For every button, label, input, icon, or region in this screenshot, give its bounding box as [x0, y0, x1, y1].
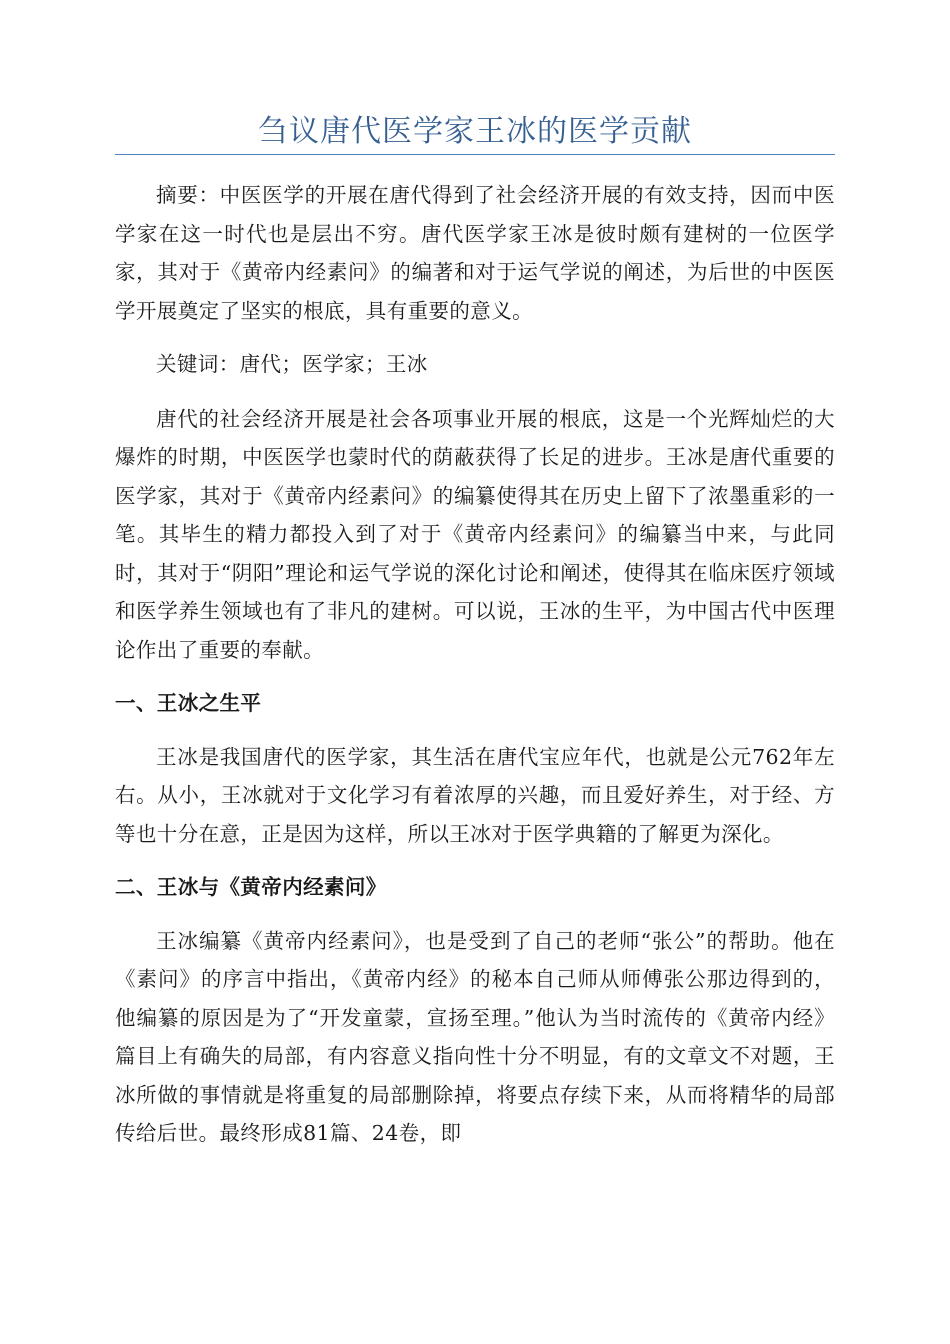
keywords-paragraph: 关键词：唐代；医学家；王冰	[156, 352, 428, 376]
title-underline	[115, 154, 835, 155]
section-heading-2: 二、王冰与《黄帝内经素问》	[115, 875, 387, 899]
abstract-paragraph: 摘要：中医医学的开展在唐代得到了社会经济开展的有效支持，因而中医学家在这一时代也是层出不穷。唐代医学家王冰是彼时颇有建树的一位医学家，其对于《黄帝内经素问》的编著和对于运气学说的阐述，为后世的中医医学开展奠定了坚实的根底，具有重要的意义。	[115, 183, 835, 323]
intro-paragraph: 唐代的社会经济开展是社会各项事业开展的根底，这是一个光辉灿烂的大爆炸的时期，中医医学也蒙时代的荫蔽获得了长足的进步。王冰是唐代重要的医学家，其对于《黄帝内经素问》的编纂使得其在历史上留下了浓墨重彩的一笔。其毕生的精力都投入到了对于《黄帝内经素问》的编纂当中来，与此同时，其对于“阴阳”理论和运气学说的深化讨论和阐述，使得其在临床医疗领域和医学养生领域也有了非凡的建树。可以说，王冰的生平，为中国古代中医理论作出了重要的奉献。	[115, 406, 835, 662]
document-body	[115, 176, 835, 1168]
section-2-paragraph: 王冰编纂《黄帝内经素问》，也是受到了自己的老师“张公”的帮助。他在《素问》的序言中指出，《黄帝内经》的秘本自己师从师傅张公那边得到的，他编纂的原因是为了“开发童蒙，宣扬至理。”他认为当时流传的《黄帝内经》篇目上有确失的局部，有内容意义指向性十分不明显，有的文章文不对题，王冰所做的事情就是将重复的局部删除掉，将要点存续下来，从而将精华的局部传给后世。最终形成81篇、24卷，即	[115, 928, 835, 1145]
section-1-paragraph: 王冰是我国唐代的医学家，其生活在唐代宝应年代，也就是公元762年左右。从小，王冰就对于文化学习有着浓厚的兴趣，而且爱好养生，对于经、方等也十分在意，正是因为这样，所以王冰对于医学典籍的了解更为深化。	[115, 744, 835, 846]
section-heading-1: 一、王冰之生平	[115, 691, 262, 715]
document-title: 刍议唐代医学家王冰的医学贡献	[258, 114, 692, 149]
